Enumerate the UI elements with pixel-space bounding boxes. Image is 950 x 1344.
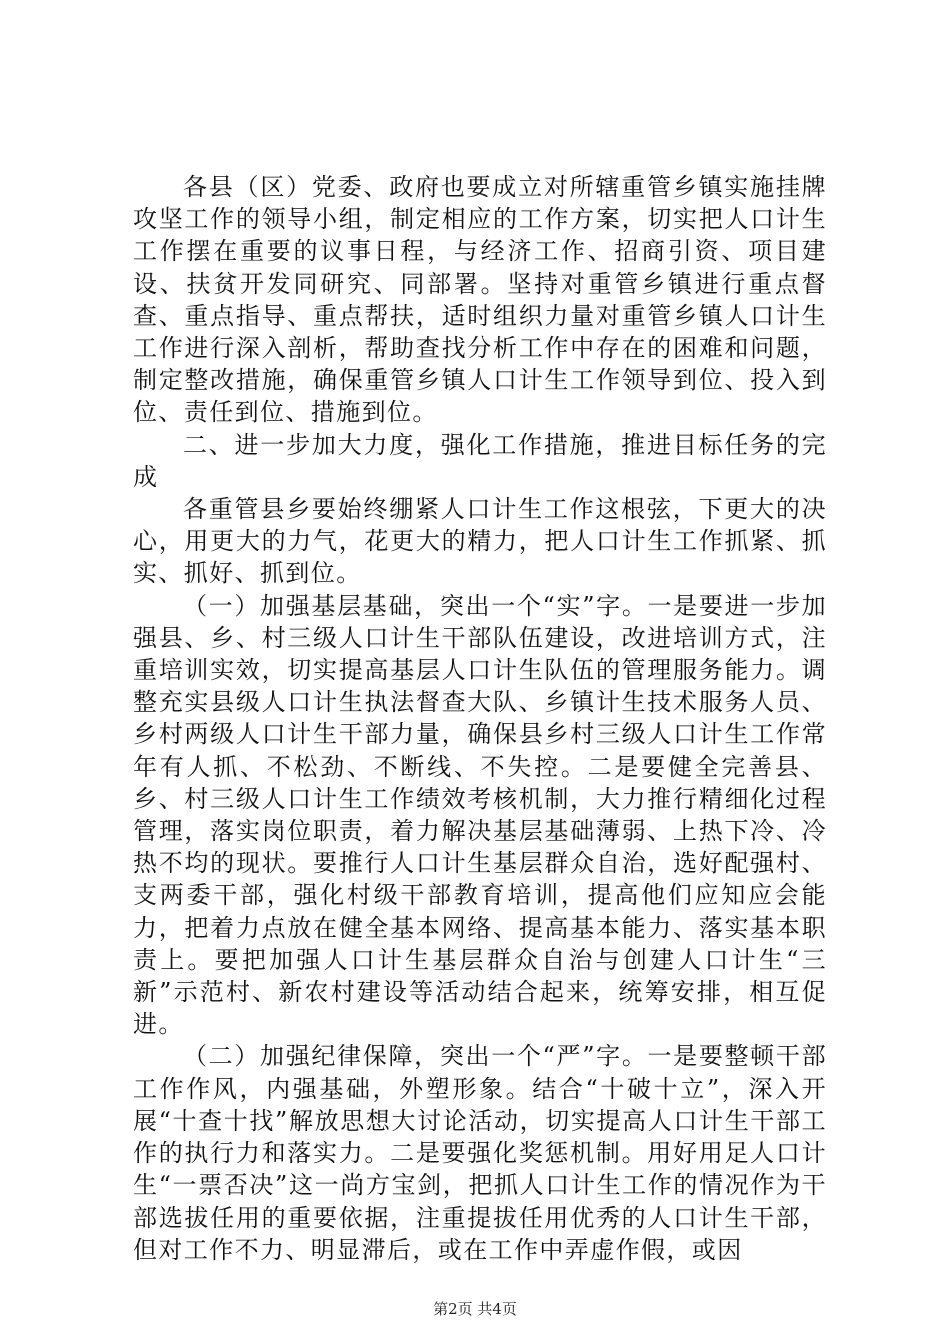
paragraph-leadership-groups: 各县（区）党委、政府也要成立对所辖重管乡镇实施挂牌攻坚工作的领导小组，制定相应的工作方案，切实把人口计生工作摆在重要的议事日程，与经济工作、招商引资、项目建设、扶贫开发同研究、同部署。坚持对重管乡镇进行重点督查、重点指导、重点帮扶，适时组织力量对重管乡镇人口计生工作进行深入剖析，帮助查找分析工作中存在的困难和问题，制定整改措施，确保重管乡镇人口计生工作领导到位、投入到位、责任到位、措施到位。 [133, 173, 827, 427]
document-body [133, 171, 827, 1266]
paragraph-grassroots-foundation: （一）加强基层基础，突出一个“实”字。一是要进一步加强县、乡、村三级人口计生干部队伍建设，改进培训方式，注重培训实效，切实提高基层人口计生队伍的管理服务能力。调整充实县级人口计生执法督查大队、乡镇计生技术服务人员、乡村两级人口计生干部力量，确保县乡村三级人口计生工作常年有人抓、不松劲、不断线、不失控。二是要健全完善县、乡、村三级人口计生工作绩效考核机制，大力推行精细化过程管理，落实岗位职责，着力解决基层基础薄弱、上热下冷、冷热不均的现状。要推行人口计生基层群众自治，选好配强村、支两委干部，强化村级干部教育培训，提高他们应知应会能力，把着力点放在健全基本网络、提高基本能力、落实基本职责上。要把加强人口计生基层群众自治与创建人口计生“三新”示范村、新农村建设等活动结合起来，统筹安排，相互促进。 [133, 591, 827, 1039]
paragraph-discipline-guarantee: （二）加强纪律保障，突出一个“严”字。一是要整顿干部工作作风，内强基础，外塑形象。结合“十破十立”，深入开展“十查十找”解放思想大讨论活动，切实提高人口计生干部工作的执行力和落实力。二是要强化奖惩机制。用好用足人口计生“一票否决”这一尚方宝剑，把抓人口计生工作的情况作为干部选拔任用的重要依据，注重提拔任用优秀的人口计生干部，但对工作不力、明显滞后，或在工作中弄虚作假，或因 [133, 1042, 827, 1264]
page-number-footer: 第2页 共4页 [433, 1300, 517, 1318]
paragraph-intensify-efforts: 各重管县乡要始终绷紧人口计生工作这根弦，下更大的决心，用更大的力气，花更大的精力，把人口计生工作抓紧、抓实、抓好、抓到位。 [133, 495, 827, 588]
section-heading-two: 二、进一步加大力度，强化工作措施，推进目标任务的完成 [133, 430, 827, 491]
